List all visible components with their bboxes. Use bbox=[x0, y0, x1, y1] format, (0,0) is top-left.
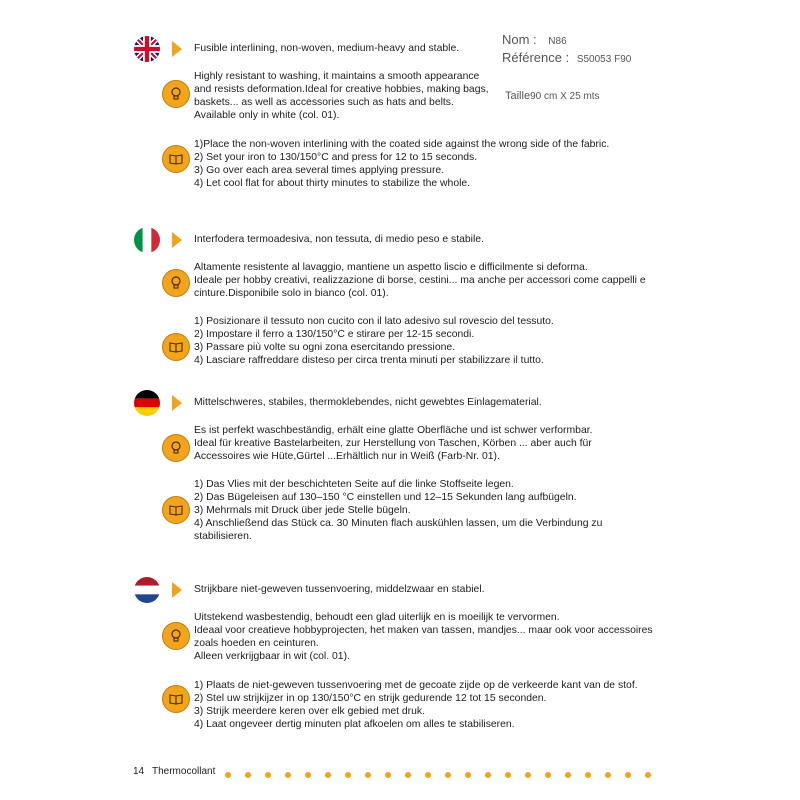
italy-flag-icon bbox=[134, 227, 160, 253]
footer-dot bbox=[505, 772, 511, 778]
description-line: Accessoires wie Hüte,Gürtel ...Erhältlich nur in Weiß (Farb-Nr. 01). bbox=[194, 451, 500, 462]
description-line: Ideaal voor creatieve hobbyprojecten, het maken van tassen, mandjes... maar ook voor accessoires bbox=[194, 625, 653, 636]
germany-flag-icon bbox=[134, 390, 160, 416]
footer-dot bbox=[345, 772, 351, 778]
lightbulb-icon bbox=[162, 80, 190, 108]
book-icon bbox=[162, 145, 190, 173]
footer-dot bbox=[465, 772, 471, 778]
description-line: Available only in white (col. 01). bbox=[194, 110, 340, 121]
footer-dot bbox=[325, 772, 331, 778]
footer-dot bbox=[605, 772, 611, 778]
description-line: zoals hoeden en ceinturen. bbox=[194, 638, 319, 649]
footer-dot bbox=[585, 772, 591, 778]
section-title: Strijkbare niet-geweven tussenvoering, middelzwaar en stabiel. bbox=[194, 584, 485, 595]
nom-value: N86 bbox=[548, 36, 567, 47]
instruction-line: 3) Passare più volte su ogni zona esercitando pressione. bbox=[194, 342, 456, 353]
description-block bbox=[194, 261, 646, 300]
instructions-block bbox=[194, 679, 638, 731]
description-line: Altamente resistente al lavaggio, mantiene un aspetto liscio e difficilmente si deforma. bbox=[194, 262, 588, 273]
footer-dot bbox=[485, 772, 491, 778]
footer-dot bbox=[285, 772, 291, 778]
arrow-icon bbox=[172, 395, 182, 411]
instruction-line: 2) Stel uw strijkijzer in op 130/150°C en strijk gedurende 12 tot 15 seconden. bbox=[194, 693, 547, 704]
footer-section-title: Thermocollant bbox=[152, 766, 216, 777]
instructions-block bbox=[194, 478, 602, 543]
footer-dot bbox=[225, 772, 231, 778]
uk-flag-icon bbox=[134, 36, 160, 62]
description-line: cinture.Disponibile solo in bianco (col. 01). bbox=[194, 288, 389, 299]
book-icon bbox=[162, 333, 190, 361]
size-meta bbox=[505, 90, 600, 102]
instructions-block bbox=[194, 315, 554, 367]
description-line: Ideal für kreative Bastelarbeiten, zur Herstellung von Taschen, Körben ... aber auch für bbox=[194, 438, 592, 449]
instructions-block bbox=[194, 138, 609, 190]
product-meta bbox=[502, 32, 631, 68]
description-line: Uitstekend wasbestendig, behoudt een glad uiterlijk en is moeilijk te vervormen. bbox=[194, 612, 560, 623]
description-block bbox=[194, 70, 489, 122]
netherlands-flag-icon bbox=[134, 577, 160, 603]
instruction-line: 1) Posizionare il tessuto non cucito con il lato adesivo sul rovescio del tessuto. bbox=[194, 316, 554, 327]
footer-dot bbox=[445, 772, 451, 778]
lightbulb-icon bbox=[162, 622, 190, 650]
description-line: and resists deformation.Ideal for creative hobbies, making bags, bbox=[194, 84, 489, 95]
instruction-line: 3) Strijk meerdere keren over elk gebied met druk. bbox=[194, 706, 426, 717]
instruction-line: 3) Go over each area several times applying pressure. bbox=[194, 165, 445, 176]
page-number: 14 bbox=[133, 766, 145, 777]
instruction-line: 4) Laat ongeveer dertig minuten plat afkoelen om alles te stabiliseren. bbox=[194, 719, 515, 730]
section-title: Mittelschweres, stabiles, thermoklebendes, nicht gewebtes Einlagematerial. bbox=[194, 397, 542, 408]
instruction-line: 1) Das Vlies mit der beschichteten Seite auf die linke Stoffseite legen. bbox=[194, 479, 514, 490]
instruction-line: stabilisieren. bbox=[194, 531, 252, 542]
description-line: Es ist perfekt waschbeständig, erhält eine glatte Oberfläche und ist schwer verformbar. bbox=[194, 425, 593, 436]
instruction-line: 2) Set your iron to 130/150°C and press for 12 to 15 seconds. bbox=[194, 152, 478, 163]
footer-dot bbox=[245, 772, 251, 778]
instruction-line: 4) Let cool flat for about thirty minutes to stabilize the whole. bbox=[194, 178, 471, 189]
lightbulb-icon bbox=[162, 269, 190, 297]
instruction-line: 2) Impostare il ferro a 130/150°C e stirare per 12-15 secondi. bbox=[194, 329, 475, 340]
footer-dot bbox=[365, 772, 371, 778]
footer-dot bbox=[265, 772, 271, 778]
book-icon bbox=[162, 685, 190, 713]
description-line: baskets... as well as accessories such as hats and belts. bbox=[194, 97, 454, 108]
instruction-line: 4) Anschließend das Stück ca. 30 Minuten flach auskühlen lassen, um die Verbindung zu bbox=[194, 518, 603, 529]
footer-dot bbox=[645, 772, 651, 778]
reference-label: Référence : bbox=[502, 50, 570, 65]
description-line: Ideale per hobby creativi, realizzazione di borse, cestini... ma anche per accessori come cappelli e bbox=[194, 275, 646, 286]
section-title: Fusible interlining, non-woven, medium-heavy and stable. bbox=[194, 43, 460, 54]
instruction-line: 3) Mehrmals mit Druck über jede Stelle bügeln. bbox=[194, 505, 411, 516]
instruction-line: 1)Place the non-woven interlining with the coated side against the wrong side of the fabric. bbox=[194, 139, 610, 150]
description-line: Highly resistant to washing, it maintains a smooth appearance bbox=[194, 71, 480, 82]
taille-value: 90 cm X 25 mts bbox=[530, 91, 600, 102]
instruction-line: 2) Das Bügeleisen auf 130–150 °C einstellen und 12–15 Sekunden lang aufbügeln. bbox=[194, 492, 577, 503]
footer-dot bbox=[625, 772, 631, 778]
arrow-icon bbox=[172, 41, 182, 57]
description-block bbox=[194, 424, 593, 463]
footer-dot bbox=[305, 772, 311, 778]
arrow-icon bbox=[172, 582, 182, 598]
reference-value: S50053 F90 bbox=[576, 54, 632, 65]
instruction-line: 1) Plaats de niet-geweven tussenvoering met de gecoate zijde op de verkeerde kant van de stof. bbox=[194, 680, 638, 691]
description-line: Alleen verkrijgbaar in wit (col. 01). bbox=[194, 651, 350, 662]
nom-label: Nom : bbox=[502, 32, 537, 47]
footer-dot bbox=[385, 772, 391, 778]
footer-dot bbox=[565, 772, 571, 778]
footer-dot bbox=[405, 772, 411, 778]
section-title: Interfodera termoadesiva, non tessuta, di medio peso e stabile. bbox=[194, 234, 484, 245]
instruction-line: 4) Lasciare raffreddare disteso per circa trenta minuti per stabilizzare il tutto. bbox=[194, 355, 544, 366]
description-block bbox=[194, 611, 653, 663]
footer-dot bbox=[425, 772, 431, 778]
footer-dot bbox=[525, 772, 531, 778]
footer-dot bbox=[545, 772, 551, 778]
lightbulb-icon bbox=[162, 434, 190, 462]
arrow-icon bbox=[172, 232, 182, 248]
taille-label: Taille bbox=[505, 90, 531, 102]
book-icon bbox=[162, 496, 190, 524]
